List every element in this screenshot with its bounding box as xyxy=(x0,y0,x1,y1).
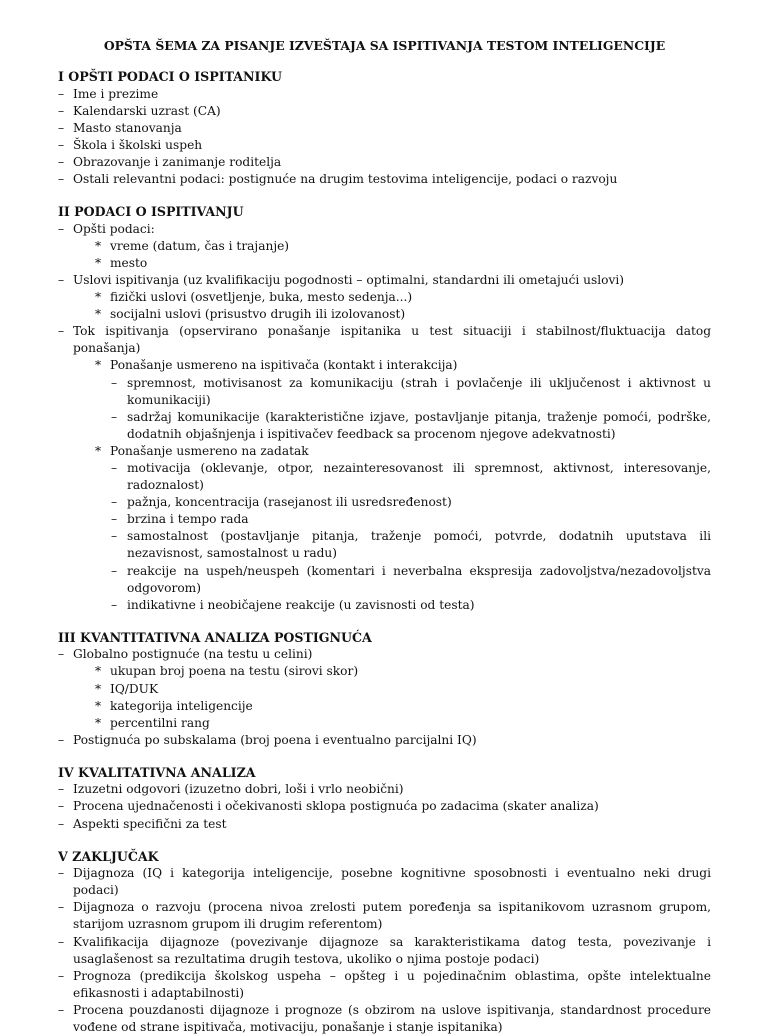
list-item xyxy=(58,357,711,442)
list-item xyxy=(58,171,711,188)
list-item-row xyxy=(58,460,711,494)
list-item-row xyxy=(58,563,711,597)
bullet-dash-marker: – xyxy=(111,409,118,424)
list-item xyxy=(58,460,711,494)
list-item xyxy=(58,1002,711,1036)
list-item xyxy=(58,563,711,597)
bullet-dash-marker: – xyxy=(111,597,118,612)
list-item xyxy=(58,289,711,306)
list-item xyxy=(58,528,711,562)
bullet-dash-marker: – xyxy=(58,120,65,135)
bullet-dash-marker: – xyxy=(111,512,118,527)
list-item xyxy=(58,663,711,680)
list-item xyxy=(58,715,711,732)
list-item-row xyxy=(58,137,711,154)
list-item xyxy=(58,120,711,137)
bullet-dash-marker: – xyxy=(58,799,65,814)
list-item-row xyxy=(58,732,711,749)
bullet-dash-marker: – xyxy=(58,866,65,881)
list-item xyxy=(58,934,711,968)
list-item-text: motivacija (oklevanje, otpor, nezainteresovanost ili spremnost, aktivnost, interesovanje, radoznalost) xyxy=(127,460,711,493)
bullet-star-marker: * xyxy=(95,443,102,458)
list-item-row xyxy=(58,511,711,528)
list-item xyxy=(58,443,711,614)
list-level-1 xyxy=(58,86,711,189)
document-body xyxy=(58,68,711,1036)
list-item xyxy=(58,698,711,715)
bullet-dash-marker: – xyxy=(58,154,65,169)
list-item-text: Dijagnoza (IQ i kategorija inteligencije, posebne kognitivne sposobnosti i eventualno neki drugi podaci) xyxy=(73,866,711,898)
section-heading: II PODACI O ISPITIVANJU xyxy=(58,204,244,220)
list-item-text: Uslovi ispitivanja (uz kvalifikaciju pogodnosti – optimalni, standardni ili ometajući uslovi) xyxy=(73,272,625,287)
list-item-row xyxy=(58,528,711,562)
list-item-row xyxy=(58,798,711,815)
bullet-star-marker: * xyxy=(95,698,102,713)
list-item-text: mesto xyxy=(110,255,148,270)
bullet-star-marker: * xyxy=(95,664,102,679)
list-level-1 xyxy=(58,646,711,749)
list-item xyxy=(58,798,711,815)
list-item-row xyxy=(58,968,711,1002)
list-item-text: Kalendarski uzrast (CA) xyxy=(73,103,221,118)
bullet-star-marker: * xyxy=(95,290,102,305)
list-item-text: Postignuća po subskalama (broj poena i eventualno parcijalni IQ) xyxy=(73,732,477,747)
list-item-text: vreme (datum, čas i trajanje) xyxy=(110,238,290,253)
list-item-text: indikativne i neobičajene reakcije (u zavisnosti od testa) xyxy=(127,597,475,612)
bullet-dash-marker: – xyxy=(58,272,65,287)
list-item-row xyxy=(58,443,711,460)
list-item-row xyxy=(58,306,711,323)
list-item-text: Dijagnoza o razvoju (procena nivoa zrelosti putem poređenja sa ispitanikovom uzrasnom grupom, starijom uzrasnom grupom ili drugim referentom) xyxy=(73,900,711,932)
bullet-dash-marker: – xyxy=(58,782,65,797)
list-item-row xyxy=(58,816,711,833)
bullet-star-marker: * xyxy=(95,238,102,253)
list-level-2 xyxy=(58,357,711,613)
bullet-dash-marker: – xyxy=(58,172,65,187)
list-item-text: percentilni rang xyxy=(110,715,210,730)
bullet-dash-marker: – xyxy=(58,647,65,662)
bullet-dash-marker: – xyxy=(58,1002,65,1017)
bullet-dash-marker: – xyxy=(58,816,65,831)
bullet-dash-marker: – xyxy=(111,460,118,475)
list-item-row xyxy=(58,698,711,715)
list-item-row xyxy=(58,409,711,443)
list-item-row xyxy=(58,221,711,238)
list-item xyxy=(58,137,711,154)
list-item-row xyxy=(58,238,711,255)
list-level-3 xyxy=(58,375,711,443)
list-item xyxy=(58,511,711,528)
list-item xyxy=(58,968,711,1002)
bullet-star-marker: * xyxy=(95,255,102,270)
list-item-row xyxy=(58,1002,711,1036)
list-item-text: Ostali relevantni podaci: postignuće na drugim testovima inteligencije, podaci o razvoju xyxy=(73,172,618,187)
list-item xyxy=(58,899,711,933)
bullet-dash-marker: – xyxy=(58,934,65,949)
list-item xyxy=(58,103,711,120)
list-item-row xyxy=(58,86,711,103)
list-item-text: Globalno postignuće (na testu u celini) xyxy=(73,647,313,662)
list-level-1 xyxy=(58,221,711,614)
list-item-text: Procena pouzdanosti dijagnoze i prognoze (s obzirom na uslove ispitivanja, standardnost procedure vođene od strane ispitivača, motivaciju, ponašanje i stanje ispitanika) xyxy=(73,1002,711,1034)
list-item-row xyxy=(58,597,711,614)
list-item-text: kategorija inteligencije xyxy=(110,698,253,713)
bullet-dash-marker: – xyxy=(58,221,65,236)
list-item-row xyxy=(58,663,711,680)
list-item-row xyxy=(58,255,711,272)
bullet-dash-marker: – xyxy=(111,529,118,544)
list-item-row xyxy=(58,103,711,120)
list-item-text: fizički uslovi (osvetljenje, buka, mesto sedenja...) xyxy=(110,290,413,305)
list-item xyxy=(58,646,711,731)
list-item xyxy=(58,323,711,614)
bullet-dash-marker: – xyxy=(58,324,65,339)
list-item xyxy=(58,409,711,443)
list-item-text: Tok ispitivanja (opservirano ponašanje ispitanika u test situaciji i stabilnost/fluktuacija datog ponašanja) xyxy=(73,324,711,356)
list-item-row xyxy=(58,781,711,798)
list-item xyxy=(58,272,711,323)
list-item xyxy=(58,375,711,409)
list-level-1 xyxy=(58,781,711,832)
section-heading: III KVANTITATIVNA ANALIZA POSTIGNUĆA xyxy=(58,629,372,645)
list-item xyxy=(58,86,711,103)
list-item-row xyxy=(58,715,711,732)
bullet-dash-marker: – xyxy=(111,375,118,390)
list-item-text: Obrazovanje i zanimanje roditelja xyxy=(73,154,282,169)
list-item-text: Aspekti specifični za test xyxy=(73,816,227,831)
list-item xyxy=(58,781,711,798)
bullet-dash-marker: – xyxy=(58,86,65,101)
list-item-row xyxy=(58,934,711,968)
list-item-text: Izuzetni odgovori (izuzetno dobri, loši i vrlo neobični) xyxy=(73,782,404,797)
list-level-2 xyxy=(58,238,711,272)
list-item-row xyxy=(58,865,711,899)
list-item xyxy=(58,255,711,272)
section-2 xyxy=(58,203,711,614)
list-item xyxy=(58,732,711,749)
section-heading: V ZAKLJUČAK xyxy=(58,848,159,864)
list-level-3 xyxy=(58,460,711,614)
list-level-1 xyxy=(58,865,711,1036)
list-item-text: spremnost, motivisanost za komunikaciju (strah i povlačenje ili uključenost i aktivnost u komunikaciji) xyxy=(127,375,711,407)
list-item-text: brzina i tempo rada xyxy=(127,512,249,527)
list-item-row xyxy=(58,120,711,137)
list-item-row xyxy=(58,375,711,409)
list-item-text: Ponašanje usmereno na ispitivača (kontakt i interakcija) xyxy=(110,358,458,373)
list-item-text: Prognoza (predikcija školskog uspeha – opšteg i u pojedinačnim oblastima, opšte intelektualne efikasnosti i adaptabilnosti) xyxy=(73,968,711,1000)
section-heading: IV KVALITATIVNA ANALIZA xyxy=(58,764,256,780)
list-item-row xyxy=(58,171,711,188)
list-item-row xyxy=(58,272,711,289)
bullet-star-marker: * xyxy=(95,358,102,373)
list-item-text: samostalnost (postavljanje pitanja, traženje pomoći, potvrde, dodatnih uputstava ili nezavisnost, samostalnost u radu) xyxy=(127,529,711,561)
list-level-2 xyxy=(58,289,711,323)
section-heading: I OPŠTI PODACI O ISPITANIKU xyxy=(58,69,282,85)
document-title: OPŠTA ŠEMA ZA PISANJE IZVEŠTAJA SA ISPITIVANJA TESTOM INTELIGENCIJE xyxy=(103,38,666,53)
list-item-text: sadržaj komunikacije (karakteristične izjave, postavljanje pitanja, traženje pomoći, podrške, dodatnih objašnjenja i ispitivačev feedback sa procenom njegove adekvatnosti) xyxy=(127,409,711,441)
list-item xyxy=(58,597,711,614)
list-item-text: pažnja, koncentracija (rasejanost ili usredsređenost) xyxy=(127,495,452,510)
list-item-text: Masto stanovanja xyxy=(73,120,182,135)
section-1 xyxy=(58,68,711,188)
bullet-dash-marker: – xyxy=(58,103,65,118)
bullet-dash-marker: – xyxy=(58,732,65,747)
list-item-text: Ime i prezime xyxy=(73,86,159,101)
list-level-2 xyxy=(58,663,711,731)
list-item-row xyxy=(58,681,711,698)
list-item xyxy=(58,865,711,899)
list-item-text: IQ/DUK xyxy=(110,681,159,696)
list-item-row xyxy=(58,154,711,171)
list-item xyxy=(58,816,711,833)
list-item-text: Škola i školski uspeh xyxy=(73,137,203,152)
list-item-text: ukupan broj poena na testu (sirovi skor) xyxy=(110,664,359,679)
bullet-dash-marker: – xyxy=(111,563,118,578)
section-5 xyxy=(58,848,711,1036)
bullet-dash-marker: – xyxy=(58,968,65,983)
list-item-text: Ponašanje usmereno na zadatak xyxy=(110,443,309,458)
list-item xyxy=(58,238,711,255)
list-item-row xyxy=(58,357,711,374)
bullet-star-marker: * xyxy=(95,307,102,322)
bullet-dash-marker: – xyxy=(58,900,65,915)
bullet-star-marker: * xyxy=(95,681,102,696)
list-item xyxy=(58,154,711,171)
list-item-row xyxy=(58,289,711,306)
list-item xyxy=(58,494,711,511)
list-item-text: reakcije na uspeh/neuspeh (komentari i neverbalna ekspresija zadovoljstva/nezadovoljstva odgovorom) xyxy=(127,563,711,595)
list-item-row xyxy=(58,494,711,511)
list-item-text: Opšti podaci: xyxy=(73,221,155,236)
section-4 xyxy=(58,764,711,833)
list-item xyxy=(58,681,711,698)
list-item xyxy=(58,306,711,323)
list-item xyxy=(58,221,711,272)
list-item-text: socijalni uslovi (prisustvo drugih ili izolovanost) xyxy=(110,307,406,322)
bullet-star-marker: * xyxy=(95,715,102,730)
list-item-text: Kvalifikacija dijagnoze (povezivanje dijagnoze sa karakteristikama datog testa, povezivanje i usaglašenost sa rezultatima drugih testova, ukoliko o njima postoje podaci) xyxy=(73,934,711,966)
list-item-row xyxy=(58,899,711,933)
list-item-text: Procena ujednačenosti i očekivanosti sklopa postignuća po zadacima (skater analiza) xyxy=(73,799,599,814)
bullet-dash-marker: – xyxy=(58,137,65,152)
bullet-dash-marker: – xyxy=(111,495,118,510)
list-item-row xyxy=(58,323,711,357)
section-3 xyxy=(58,629,711,749)
list-item-row xyxy=(58,646,711,663)
